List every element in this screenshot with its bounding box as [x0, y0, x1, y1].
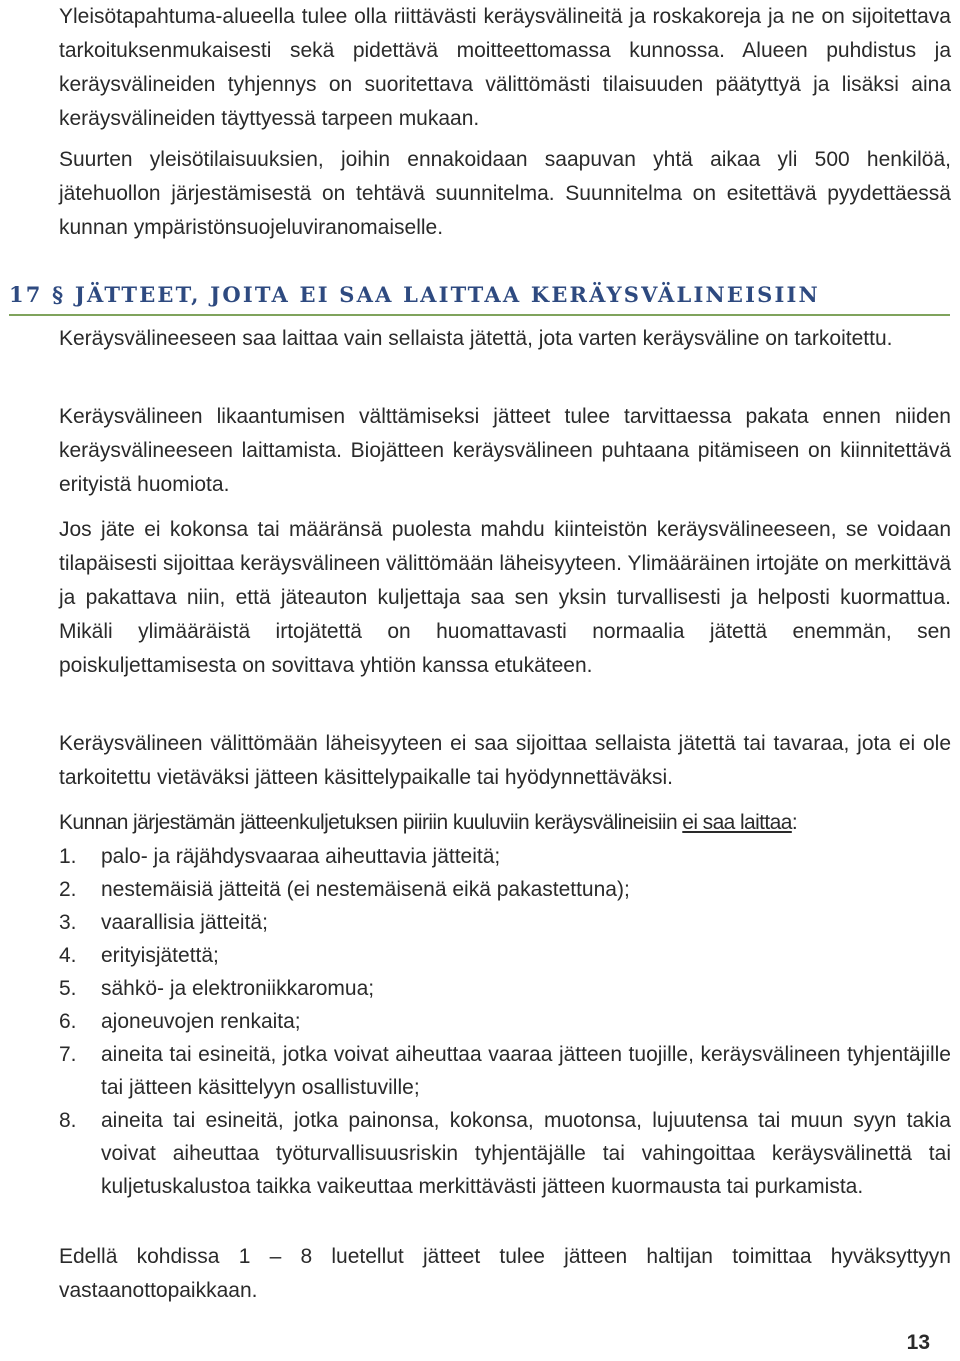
list-intro-colon: :	[791, 811, 798, 834]
paragraph-event-waste: Yleisötapahtuma-alueella tulee olla riittävästi keräysvälineitä ja roskakoreja ja ne on sijoitettava tarkoituksenmukaisesti sekä pidettävä moitteettomassa kunnossa. Alueen puhdistus ja keräysvälineiden tyhjennys on suoritettava välittömästi tilaisuuden päätyttyä ja lisäksi aina keräysvälineiden täyttyessä tarpeen mukaan.	[59, 5, 951, 130]
page-number: 13	[906, 1331, 930, 1354]
list-item-text: vaarallisia jätteitä;	[101, 911, 268, 934]
list-item-number: 3.	[59, 911, 77, 934]
list-item-text: ajoneuvojen renkaita;	[101, 1010, 301, 1033]
list-item-number: 2.	[59, 878, 77, 901]
paragraph-list-intro	[59, 806, 951, 840]
section-number: 17	[9, 282, 43, 307]
list-intro-underlined: ei saa laittaa	[682, 811, 792, 834]
list-item-number: 5.	[59, 977, 77, 1000]
section-heading	[9, 266, 950, 316]
list-item-text: nestemäisiä jätteitä (ei nestemäisenä eikä pakastettuna);	[101, 878, 630, 901]
list-item	[59, 939, 951, 972]
list-item-text: aineita tai esineitä, jotka painonsa, kokonsa, muotonsa, lujuutensa tai muun syyn takia voivat aiheuttaa työturvallisuusriskin tyhjentäjälle tai vahingoittaa keräysvälinettä tai kuljetuskalustoa taikka vaikeuttaa merkittävästi jätteen kuormausta tai purkamista.	[101, 1109, 951, 1198]
list-item	[59, 972, 951, 1005]
list-item	[59, 1005, 951, 1038]
list-item-number: 7.	[59, 1043, 77, 1066]
list-item	[59, 840, 951, 873]
list-item	[59, 1038, 951, 1104]
list-item	[59, 906, 951, 939]
list-item-number: 1.	[59, 845, 77, 868]
list-item-text: palo- ja räjähdysvaaraa aiheuttavia jätteitä;	[101, 845, 501, 868]
list-intro-text: Kunnan järjestämän jätteenkuljetuksen piiriin kuuluviin keräysvälineisiin	[59, 811, 683, 834]
paragraph-extra-waste: Jos jäte ei kokonsa tai määränsä puolesta mahdu kiinteistön keräysvälineeseen, se voidaan tilapäisesti sijoittaa keräysvälineen välittömään läheisyyteen. Ylimääräinen irtojäte on merkittävä ja pakattava niin, että jäteauton kuljettaja saa sen yksin turvallisesti ja helposti kuormattua. Mikäli ylimääräistä irtojätettä on huomattavasti normaalia jätettä enemmän, sen poiskuljettamisesta on sovittava yhtiön kanssa etukäteen.	[59, 518, 951, 677]
forbidden-waste-list	[59, 840, 951, 1203]
paragraph-delivery: Edellä kohdissa 1 – 8 luetellut jätteet tulee jätteen haltijan toimittaa hyväksyttyyn vastaanottopaikkaan.	[59, 1245, 951, 1302]
paragraph-large-events: Suurten yleisötilaisuuksien, joihin ennakoidaan saapuvan yhtä aikaa yli 500 henkilöä, jätehuollon järjestämisestä on tehtävä suunnitelma. Suunnitelma on esitettävä pyydettäessä kunnan ympäristönsuojeluviranomaiselle.	[59, 148, 951, 239]
list-item-text: sähkö- ja elektroniikkaromua;	[101, 977, 375, 1000]
paragraph-nearby-items: Keräysvälineen välittömään läheisyyteen ei saa sijoittaa sellaista jätettä tai tavaraa, jota ei ole tarkoitettu vietäväksi jätteen käsittelypaikalle tai hyödynnettäväksi.	[59, 732, 951, 789]
section-title: JÄTTEET, JOITA EI SAA LAITTAA KERÄYSVÄLINEISIIN	[74, 282, 820, 307]
paragraph-packing: Keräysvälineen likaantumisen välttämiseksi jätteet tulee tarvittaessa pakata ennen niiden keräysvälineeseen laittamista. Biojätteen keräysvälineen puhtaana pitämiseen on kiinnitettävä erityistä huomiota.	[59, 405, 951, 496]
list-item	[59, 1104, 951, 1203]
list-item	[59, 873, 951, 906]
list-item-number: 4.	[59, 944, 77, 967]
list-item-text: aineita tai esineitä, jotka voivat aiheuttaa vaaraa jätteen tuojille, keräysvälineen tyhjentäjille tai jätteen käsittelyyn osallistuville;	[101, 1043, 951, 1099]
list-item-number: 6.	[59, 1010, 77, 1033]
section-symbol: §	[52, 282, 66, 307]
section-title-line	[9, 282, 820, 307]
list-item-text: erityisjätettä;	[101, 944, 219, 967]
paragraph-allowed-waste: Keräysvälineeseen saa laittaa vain sellaista jätettä, jota varten keräysväline on tarkoitettu.	[59, 327, 893, 350]
list-item-number: 8.	[59, 1109, 77, 1132]
